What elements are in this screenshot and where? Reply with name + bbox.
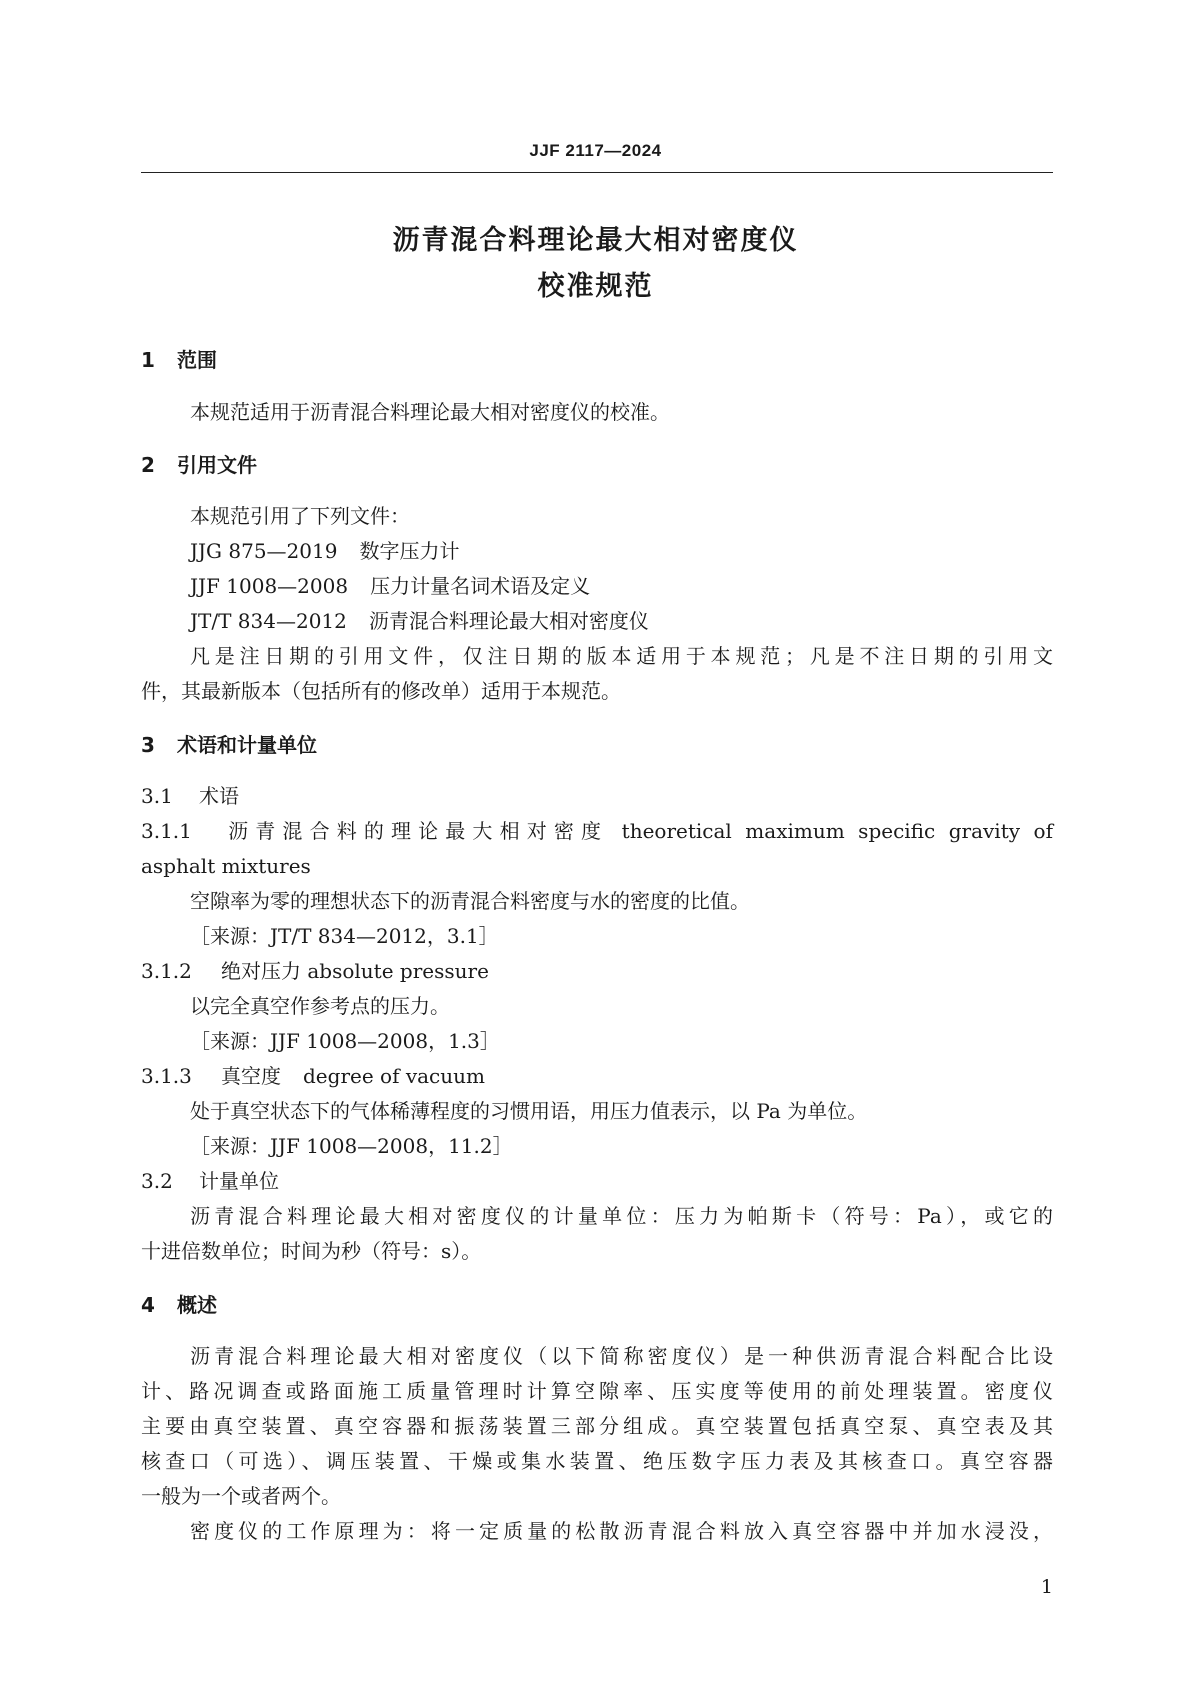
- section-3-title: 术语和计量单位: [177, 733, 317, 757]
- units-line-1: 沥青混合料理论最大相对密度仪的计量单位：压力为帕斯卡（符号：Pa），或它的: [190, 1204, 1053, 1228]
- reference-title: 压力计量名词术语及定义: [370, 574, 591, 598]
- overview-line-1: 沥青混合料理论最大相对密度仪（以下简称密度仪）是一种供沥青混合料配合比设: [190, 1344, 1053, 1368]
- subsection-number: 3.1: [141, 784, 173, 808]
- standard-number: JJF 2117—2024: [529, 141, 662, 160]
- reference-title: 数字压力计: [359, 539, 460, 563]
- section-2-number: 2: [141, 453, 155, 477]
- document-title-line-1: 沥青混合料理论最大相对密度仪: [392, 225, 799, 256]
- term-3-1-1-source: ［来源：JT/T 834—2012，3.1］: [190, 924, 499, 948]
- reference-code: JJF 1008—2008: [190, 574, 349, 598]
- units-line-2: 十进倍数单位；时间为秒（符号：s）。: [141, 1239, 482, 1263]
- term-number: 3.1.1: [141, 819, 192, 843]
- term-text: 真空度: [221, 1064, 281, 1088]
- subsection-title: 术语: [199, 784, 239, 808]
- section-4-number: 4: [141, 1293, 155, 1317]
- term-3-1-2-source: ［来源：JJF 1008—2008，1.3］: [190, 1029, 500, 1053]
- header-rule: [141, 172, 1053, 173]
- references-note-line-1: 凡是注日期的引用文件，仅注日期的版本适用于本规范；凡是不注日期的引用文: [190, 644, 1053, 668]
- principle-line-1: 密度仪的工作原理为：将一定质量的松散沥青混合料放入真空容器中并加水浸没，: [190, 1519, 1053, 1543]
- term-3-1-3-source: ［来源：JJF 1008—2008，11.2］: [190, 1134, 513, 1158]
- references-note-line-2: 件，其最新版本（包括所有的修改单）适用于本规范。: [141, 679, 621, 703]
- subsection-3-2: [141, 1167, 1053, 1195]
- term-text: 绝对压力 absolute pressure: [221, 959, 489, 983]
- reference-item-1: [190, 537, 1053, 565]
- reference-item-3: [190, 607, 1053, 635]
- overview-line-4: 核查口（可选）、调压装置、干燥或集水装置、绝压数字压力表及其核查口。真空容器: [141, 1449, 1053, 1473]
- term-text: 沥青混合料的理论最大相对密度 theoretical maximum specific gravity of: [221, 819, 1053, 843]
- subsection-title: 计量单位: [199, 1169, 279, 1193]
- reference-title: 沥青混合料理论最大相对密度仪: [368, 609, 649, 633]
- reference-item-2: [190, 572, 1053, 600]
- section-3-heading: [141, 731, 1053, 759]
- section-1-heading: [141, 346, 1053, 374]
- section-3-number: 3: [141, 733, 155, 757]
- term-3-1-2: [141, 957, 1053, 985]
- overview-line-3: 主要由真空装置、真空容器和振荡装置三部分组成。真空装置包括真空泵、真空表及其: [141, 1414, 1053, 1438]
- term-3-1-3-definition: 处于真空状态下的气体稀薄程度的习惯用语，用压力值表示，以 Pa 为单位。: [190, 1099, 868, 1123]
- section-4-heading: [141, 1291, 1053, 1319]
- term-number: 3.1.2: [141, 959, 192, 983]
- subsection-number: 3.2: [141, 1169, 173, 1193]
- overview-line-2: 计、路况调查或路面施工质量管理时计算空隙率、压实度等使用的前处理装置。密度仪: [141, 1379, 1053, 1403]
- reference-code: JT/T 834—2012: [190, 609, 347, 633]
- references-intro: 本规范引用了下列文件：: [190, 504, 410, 528]
- section-1-title: 范围: [177, 348, 217, 372]
- section-1-paragraph: 本规范适用于沥青混合料理论最大相对密度仪的校准。: [190, 400, 670, 424]
- document-title-line-2: 校准规范: [537, 271, 654, 302]
- page-number: 1: [1040, 1576, 1053, 1598]
- term-3-1-1-definition: 空隙率为零的理想状态下的沥青混合料密度与水的密度的比值。: [190, 889, 750, 913]
- subsection-3-1: [141, 782, 1053, 810]
- term-3-1-3: [141, 1062, 1053, 1090]
- section-2-title: 引用文件: [177, 453, 257, 477]
- overview-line-5: 一般为一个或者两个。: [141, 1484, 341, 1508]
- term-number: 3.1.3: [141, 1064, 192, 1088]
- term-text-english: degree of vacuum: [303, 1064, 485, 1088]
- section-1-number: 1: [141, 348, 155, 372]
- term-3-1-1-line-2: asphalt mixtures: [141, 854, 311, 878]
- section-4-title: 概述: [177, 1293, 217, 1317]
- section-2-heading: [141, 451, 1053, 479]
- term-3-1-1-line-1: [141, 817, 1053, 845]
- term-3-1-2-definition: 以完全真空作参考点的压力。: [190, 994, 450, 1018]
- reference-code: JJG 875—2019: [190, 539, 338, 563]
